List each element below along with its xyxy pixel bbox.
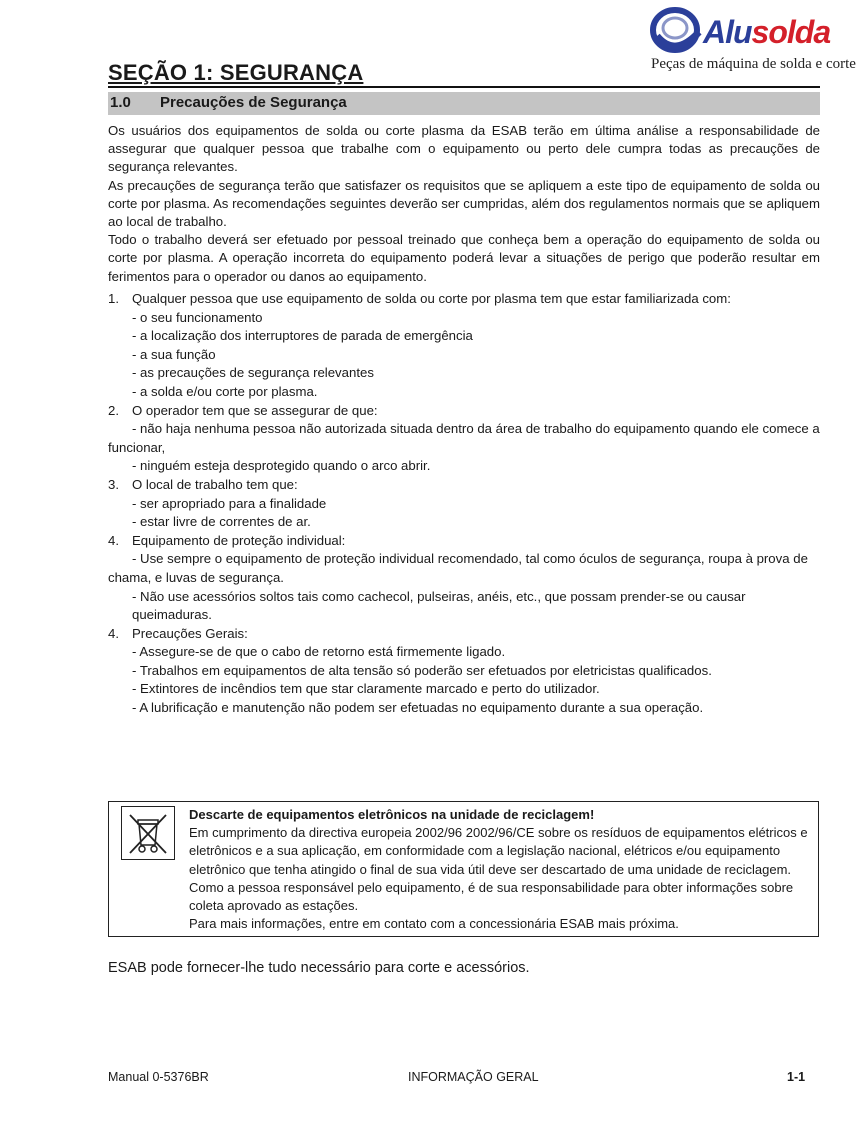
list-item	[108, 290, 820, 309]
list-item-heading: O operador tem que se assegurar de que:	[132, 402, 378, 418]
list-item-heading: Equipamento de proteção individual:	[132, 532, 346, 548]
recycling-notice	[108, 801, 819, 937]
logo-name-part1: Alu	[703, 14, 752, 50]
weee-symbol-frame	[121, 806, 175, 860]
footer-page-number: 1-1	[787, 1070, 806, 1084]
list-item-heading: Qualquer pessoa que use equipamento de solda ou corte por plasma tem que estar familiarizada com:	[132, 291, 731, 306]
alusolda-logo	[643, 4, 856, 82]
list-subitem: - a localização dos interruptores de parada de emergência	[132, 328, 473, 344]
list-subitem: - Use sempre o equipamento de proteção individual recomendado, tal como óculos de segurança, roupa à prova de chama, e luvas de segurança.	[108, 551, 808, 585]
list-item-heading: O local de trabalho tem que:	[132, 476, 298, 492]
list-item-number: 2.	[108, 402, 119, 418]
list-item	[108, 625, 820, 644]
notice-text	[189, 806, 809, 933]
closing-statement: ESAB pode fornecer-lhe tudo necessário para corte e acessórios.	[108, 960, 530, 976]
list-item	[108, 532, 820, 551]
notice-title: Descarte de equipamentos eletrônicos na unidade de reciclagem!	[189, 807, 595, 822]
logo-tagline: Peças de máquina de solda e corte	[651, 56, 856, 72]
list-subitem: - A lubrificação e manutenção não podem ser efetuadas no equipamento durante a sua operação.	[132, 700, 704, 716]
subheader-title: Precauções de Segurança	[160, 94, 347, 111]
subheader-number: 1.0	[110, 94, 131, 111]
safety-list	[108, 290, 820, 718]
list-subitem: - as precauções de segurança relevantes	[132, 365, 374, 381]
list-item-number: 3.	[108, 476, 119, 492]
logo-wordmark	[703, 14, 830, 51]
subheader-bar	[108, 92, 820, 115]
list-subitem: - estar livre de correntes de ar.	[132, 514, 311, 530]
list-subitem: - Trabalhos em equipamentos de alta tensão só poderão ser efetuados por eletricistas qualificados.	[132, 662, 712, 678]
notice-footer: Para mais informações, entre em contato com a concessionária ESAB mais próxima.	[189, 916, 679, 932]
list-subitem: - o seu funcionamento	[132, 309, 263, 325]
crossed-out-wheelie-bin-icon	[122, 807, 174, 859]
list-subitem: - a solda e/ou corte por plasma.	[132, 383, 318, 399]
list-subitem: - Extintores de incêndios tem que star claramente marcado e perto do utilizador.	[132, 681, 600, 697]
footer-manual-number: Manual 0-5376BR	[108, 1070, 209, 1084]
notice-body: Em cumprimento da directiva europeia 2002/96 2002/96/CE sobre os resíduos de equipamentos elétricos e eletrônicos e a sua aplicação, em conformidade com a legislação nacional, elétricos e/ou equipamento eletrônico que tenha atingido o final de sua vida útil deve ser descartado de uma unidade de reciclagem. Como a pessoa responsável pelo equipamento, é de sua responsabilidade para obter informações sobre coleta aprovado as estações.	[189, 825, 808, 914]
list-subitem: - ser apropriado para a finalidade	[132, 495, 327, 511]
list-item-number: 4.	[108, 625, 119, 641]
list-item	[108, 402, 820, 421]
list-item	[108, 476, 820, 495]
list-subitem: - a sua função	[132, 346, 216, 362]
list-item-heading: Precauções Gerais:	[132, 625, 248, 641]
footer-section-title: INFORMAÇÃO GERAL	[408, 1070, 539, 1084]
logo-swoosh-icon	[647, 6, 707, 58]
intro-paragraph: As precauções de segurança terão que satisfazer os requisitos que se apliquem a este tipo de equipamento de solda ou corte por plasma. As recomendações seguintes deverão ser cumpridas, além dos regulamentos normais que se apliquem ao local de trabalho.	[108, 177, 820, 230]
list-subitem: - Assegure-se de que o cabo de retorno está firmemente ligado.	[132, 644, 506, 660]
section-title: SEÇÃO 1: SEGURANÇA	[108, 60, 364, 85]
list-subitem: - Não use acessórios soltos tais como cachecol, pulseiras, anéis, etc., que possam prender-se ou causar queimaduras.	[132, 588, 746, 623]
intro-paragraph: Os usuários dos equipamentos de solda ou corte plasma da ESAB terão em última análise a responsabilidade de assegurar que qualquer pessoa que trabalhe com o equipamento ou perto dele cumpra todas as precauções de segurança relevantes.	[108, 123, 820, 175]
logo-name-part2: solda	[751, 14, 831, 50]
list-item-number: 4.	[108, 532, 119, 548]
list-subitem: - não haja nenhuma pessoa não autorizada situada dentro da área de trabalho do equipamento quando ele comece a funcionar,	[108, 421, 820, 455]
intro-text	[108, 122, 820, 286]
title-divider	[108, 86, 820, 88]
list-item-number: 1.	[108, 291, 119, 306]
list-subitem: - ninguém esteja desprotegido quando o arco abrir.	[132, 458, 431, 474]
intro-paragraph: Todo o trabalho deverá ser efetuado por pessoal treinado que conheça bem a operação do equipamento de solda ou corte por plasma. A operação incorreta do equipamento poderá levar a situações de perigo que poderão resultar em ferimentos para o operador ou danos ao equipamento.	[108, 232, 820, 284]
